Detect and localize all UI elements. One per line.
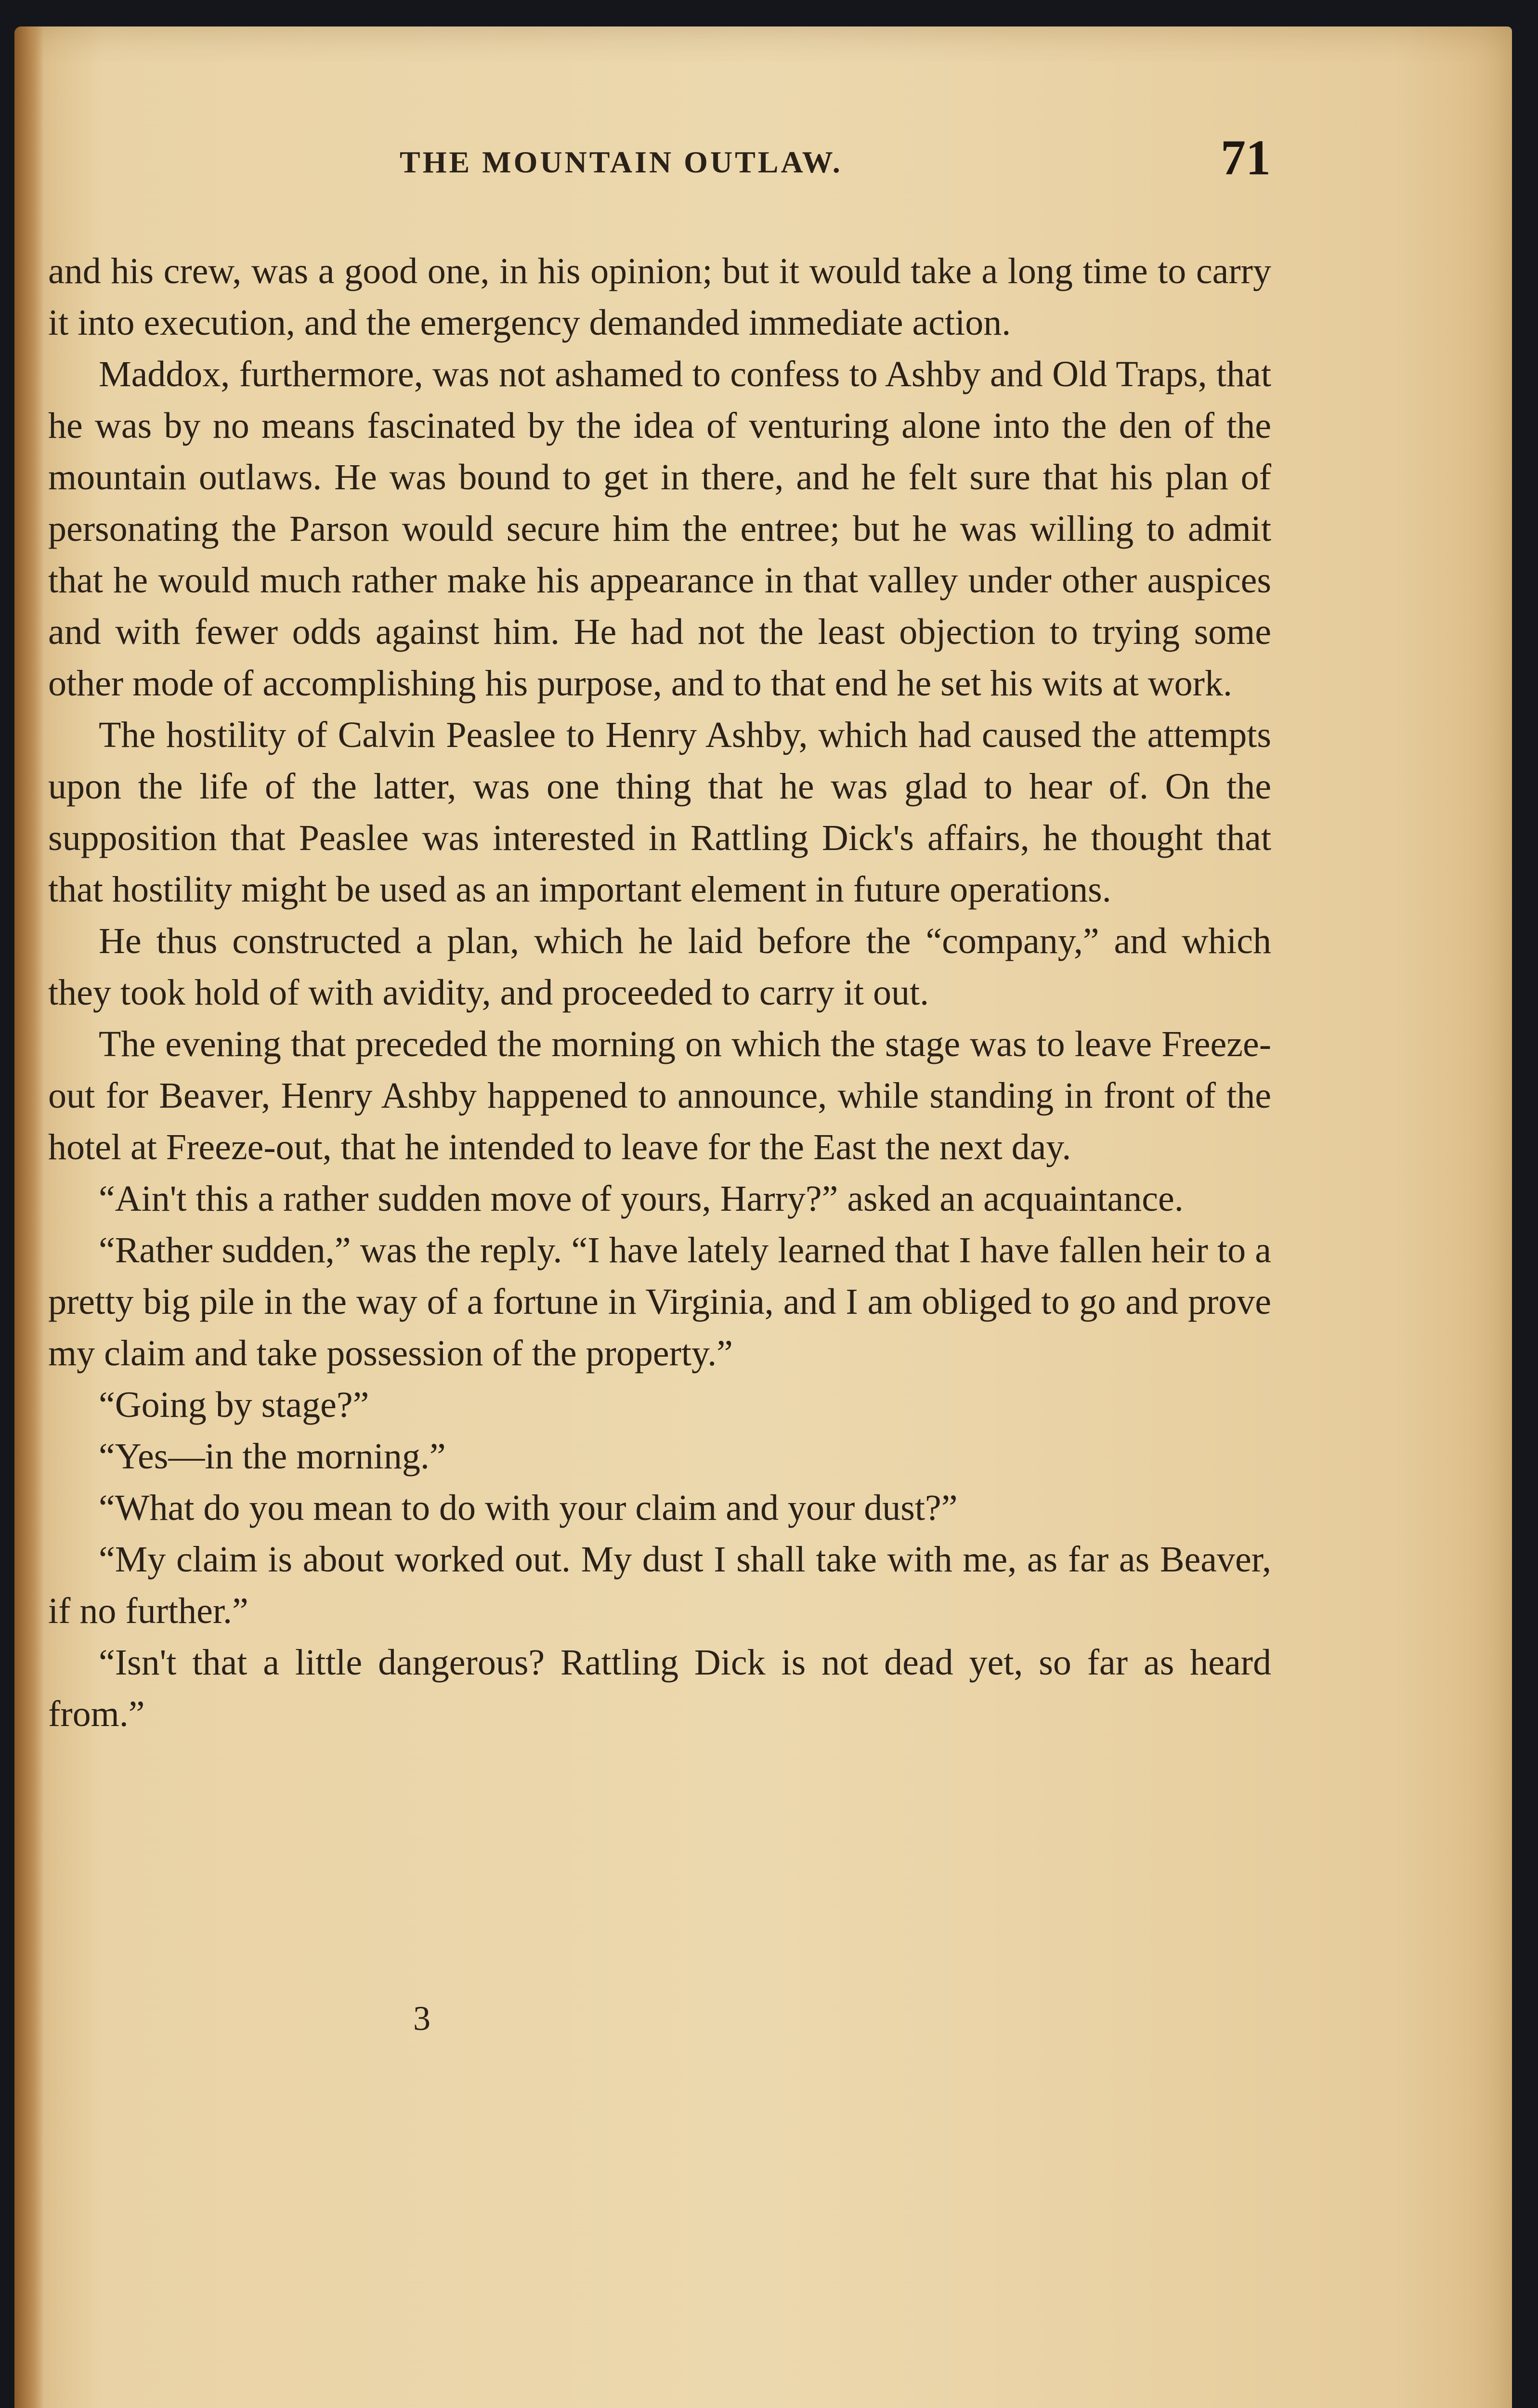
paragraph: “What do you mean to do with your claim and your dust?” (99, 1488, 958, 1528)
paragraph: “Going by stage?” (99, 1385, 369, 1425)
paragraph: The evening that preceded the morning on which the stage was to leave Freeze-out for Beaver, Henry Ashby happened to announce, while standing in front of the hotel at Freeze-out, that he intended to leave for the East the next day. (48, 1024, 1271, 1167)
signature-mark: 3 (413, 1999, 430, 2038)
running-title: THE MOUNTAIN OUTLAW. (400, 145, 843, 179)
paragraph: and his crew, was a good one, in his opinion; but it would take a long time to carry it into execution, and the emergency demanded immediate action. (48, 251, 1271, 343)
paragraph: He thus constructed a plan, which he laid before the “company,” and which they took hold of with avidity, and proceeded to carry it out. (48, 921, 1271, 1013)
paragraph: Maddox, furthermore, was not ashamed to confess to Ashby and Old Traps, that he was by no means fascinated by the idea of venturing alone into the den of the mountain outlaws. He was bound to get in there, and he felt sure that his plan of personating the Parson would secure him the entree; but he was willing to admit that he would much rather make his appearance in that valley under other auspices and with fewer odds against him. He had not the least objection to trying some other mode of accomplishing his purpose, and to that end he set his wits at work. (48, 354, 1271, 704)
page-gutter (14, 26, 43, 2408)
paragraph: “Isn't that a little dangerous? Rattling Dick is not dead yet, so far as heard from.” (48, 1642, 1271, 1734)
page-number: 71 (1221, 130, 1271, 185)
paragraph: “Rather sudden,” was the reply. “I have lately learned that I have fallen heir to a pretty big pile in the way of a fortune in Virginia, and I am obliged to go and prove my claim and take possession of the property.” (48, 1230, 1271, 1374)
paragraph: “My claim is about worked out. My dust I shall take with me, as far as Beaver, if no further.” (48, 1539, 1271, 1631)
paragraph: “Ain't this a rather sudden move of yours, Harry?” asked an acquaintance. (99, 1178, 1184, 1219)
body-text (48, 246, 1271, 1740)
paragraph: The hostility of Calvin Peaslee to Henry Ashby, which had caused the attempts upon the life of the latter, was one thing that he was glad to hear of. On the supposition that Peaslee was interested in Rattling Dick's affairs, he thought that that hostility might be used as an important element in future operations. (48, 715, 1271, 910)
paragraph: “Yes—in the morning.” (99, 1436, 446, 1477)
